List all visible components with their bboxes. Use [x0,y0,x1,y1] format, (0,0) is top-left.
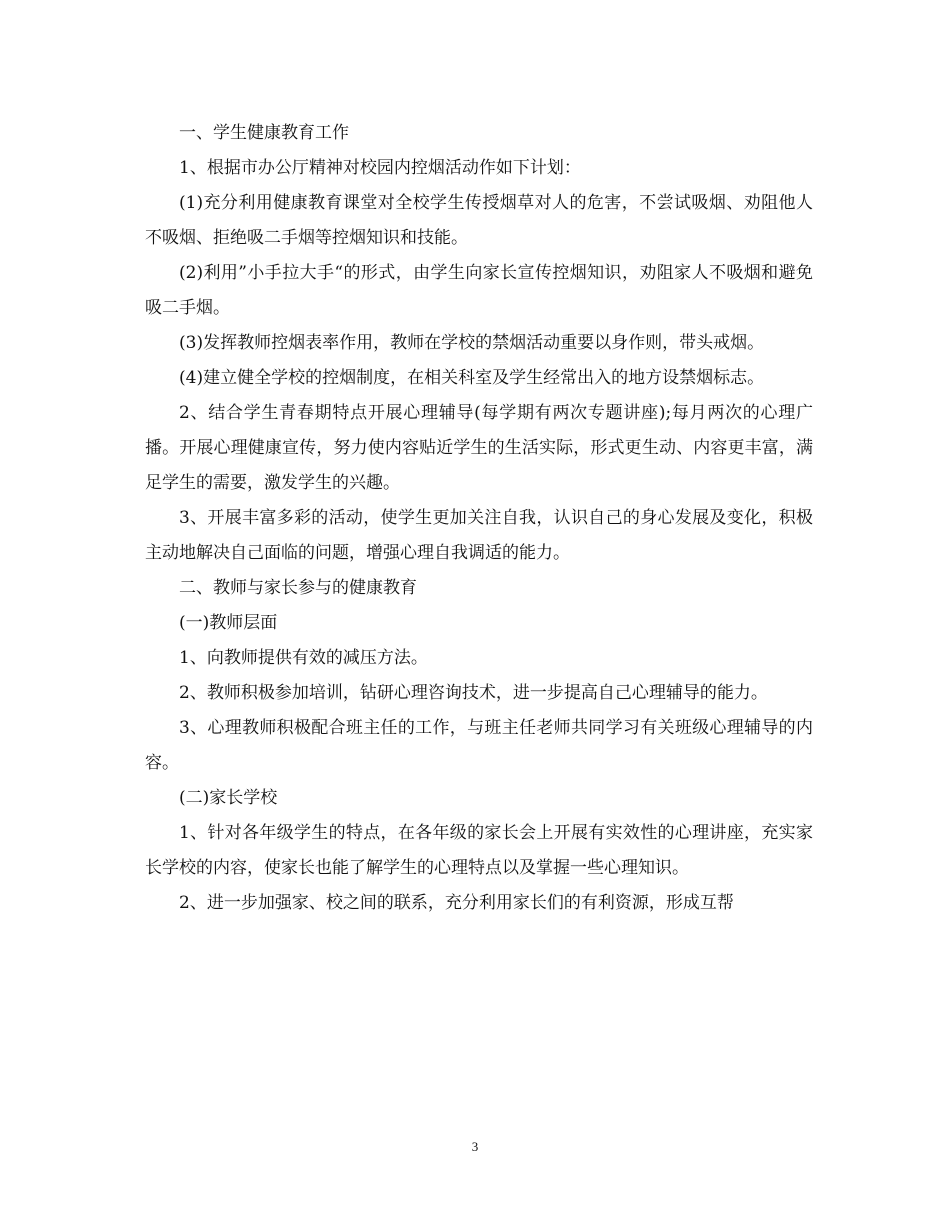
paragraph: 2、结合学生青春期特点开展心理辅导(每学期有两次专题讲座);每月两次的心理广播。开展心理健康宣传，努力使内容贴近学生的生活实际，形式更生动、内容更丰富，满足学生的需要，激发学生的兴趣。 [145,403,813,493]
subheading-parent-school: (二)家长学校 [179,788,278,808]
paragraph: (3)发挥教师控烟表率作用，教师在学校的禁烟活动重要以身作则，带头戒烟。 [179,333,765,353]
paragraph: 2、教师积极参加培训，钻研心理咨询技术，进一步提高自己心理辅导的能力。 [179,683,768,703]
paragraph: 2、进一步加强家、校之间的联系，充分利用家长们的有利资源，形成互帮 [179,893,734,913]
paragraph: 1、针对各年级学生的特点，在各年级的家长会上开展有实效性的心理讲座，充实家长学校的内容，使家长也能了解学生的心理特点以及掌握一些心理知识。 [145,823,813,878]
paragraph: 1、根据市办公厅精神对校园内控烟活动作如下计划： [179,158,581,178]
paragraph: 1、向教师提供有效的减压方法。 [179,648,428,668]
subheading-teacher-level: (一)教师层面 [179,613,278,633]
paragraph: 3、开展丰富多彩的活动，使学生更加关注自我，认识自己的身心发展及变化，积极主动地解决自己面临的问题，增强心理自我调适的能力。 [145,508,813,563]
paragraph: (1)充分利用健康教育课堂对全校学生传授烟草对人的危害，不尝试吸烟、劝阻他人不吸烟、拒绝吸二手烟等控烟知识和技能。 [145,193,813,248]
heading-teacher-parent: 二、教师与家长参与的健康教育 [179,578,417,598]
document-body [145,116,813,921]
paragraph: (4)建立健全学校的控烟制度，在相关科室及学生经常出入的地方设禁烟标志。 [179,368,765,388]
page-number: 3 [471,1139,479,1154]
heading-student-health: 一、学生健康教育工作 [179,123,349,143]
paragraph: 3、心理教师积极配合班主任的工作，与班主任老师共同学习有关班级心理辅导的内容。 [145,718,813,773]
paragraph: (2)利用”小手拉大手“的形式，由学生向家长宣传控烟知识，劝阻家人不吸烟和避免吸二手烟。 [145,263,813,318]
